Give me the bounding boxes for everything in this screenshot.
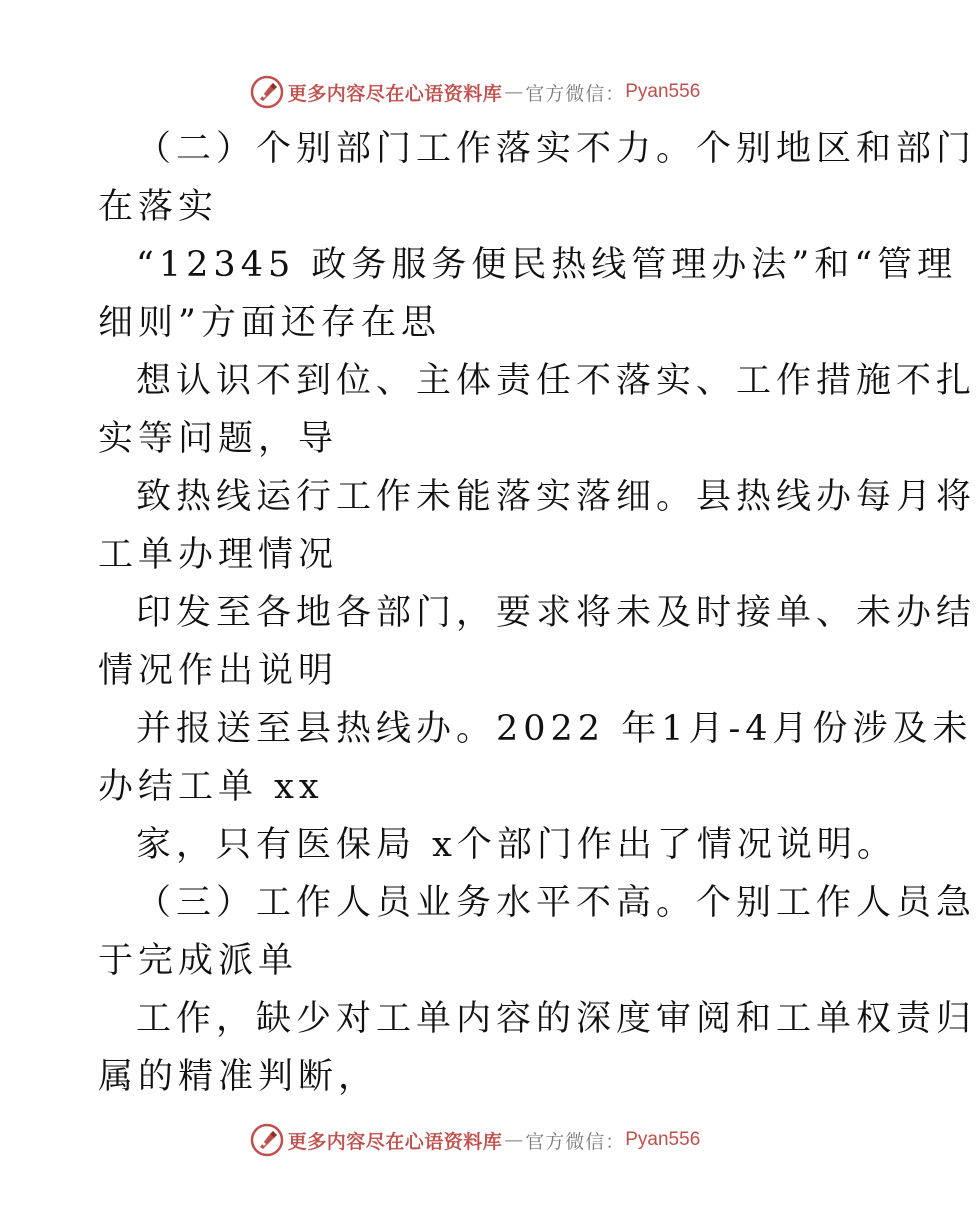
paragraph-line: 细则”方面还存在思 (98, 303, 441, 343)
watermark-separator: — (504, 81, 524, 103)
watermark-sub: 官方微信： (525, 82, 626, 105)
paragraph-line: 于完成派单 (98, 941, 299, 981)
watermark-footer (0, 1120, 950, 1160)
watermark-separator: — (504, 1129, 524, 1151)
paragraph-line: 情况作出说明 (98, 651, 339, 691)
paragraph-line: 属的精准判断， (98, 1057, 379, 1097)
watermark-text: 更多内容尽在心语资料库 (287, 82, 503, 105)
paragraph-line: 工作，缺少对工单内容的深度审阅和工单权责归 (136, 999, 976, 1039)
paragraph-line: （二）个别部门工作落实不力。个别地区和部门 (136, 129, 976, 169)
paragraph-line: 家，只有医保局 x个部门作出了情况说明。 (136, 825, 897, 865)
watermark-id: Pyan556 (625, 1129, 701, 1150)
paragraph-line: （三）工作人员业务水平不高。个别工作人员急 (136, 883, 976, 923)
pen-nib-icon (250, 1123, 284, 1157)
paragraph-line: 工单办理情况 (98, 535, 339, 575)
paragraph-line: 想认识不到位、主体责任不落实、工作措施不扎 (136, 361, 976, 401)
paragraph-line: “12345 政务服务便民热线管理办法”和“管理 (136, 245, 958, 285)
watermark-id: Pyan556 (625, 81, 701, 102)
watermark-sub: 官方微信： (525, 1130, 626, 1153)
paragraph-line: 实等问题，导 (98, 419, 339, 459)
watermark-text: 更多内容尽在心语资料库 (287, 1130, 503, 1153)
paragraph-line: 在落实 (98, 187, 219, 227)
paragraph-line: 办结工单 xx (98, 767, 324, 807)
paragraph-line: 印发至各地各部门，要求将未及时接单、未办结 (136, 593, 976, 633)
paragraph-line: 致热线运行工作未能落实落细。县热线办每月将 (136, 477, 976, 517)
pen-nib-icon (250, 75, 284, 109)
paragraph-line: 并报送至县热线办。2022 年1月-4月份涉及未 (136, 709, 973, 749)
watermark-header (0, 72, 950, 112)
document-body (98, 120, 976, 1106)
